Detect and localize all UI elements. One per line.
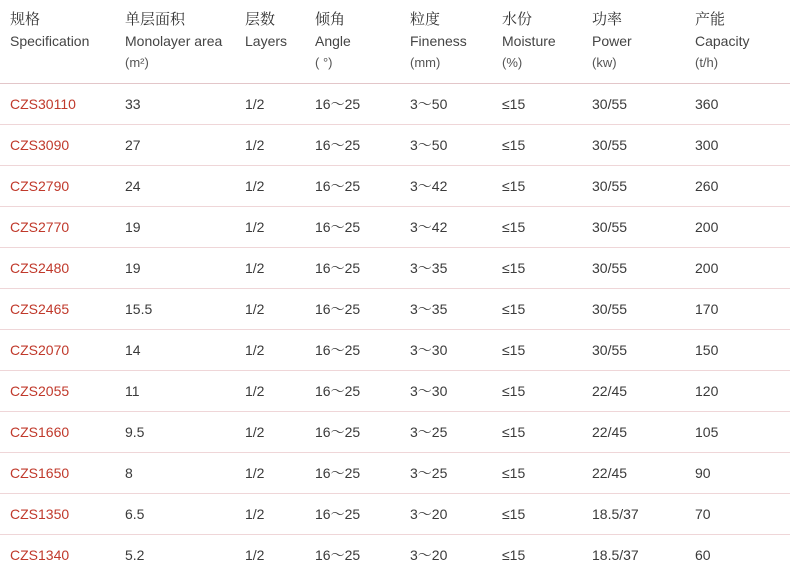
cell-value: ≤15 (492, 84, 582, 125)
table-header (0, 0, 790, 84)
column-header-2 (235, 0, 305, 84)
cell-specification: CZS2790 (0, 166, 115, 207)
cell-value: 360 (685, 84, 790, 125)
cell-value: 14 (115, 330, 235, 371)
cell-value: 1/2 (235, 289, 305, 330)
cell-value: 9.5 (115, 412, 235, 453)
cell-value: ≤15 (492, 330, 582, 371)
cell-value: 30/55 (582, 330, 685, 371)
cell-value: 3～30 (400, 330, 492, 371)
column-header-unit: (mm) (410, 54, 441, 70)
cell-value: 16～25 (305, 330, 400, 371)
column-header-unit: (%) (502, 54, 523, 70)
column-header-4 (400, 0, 492, 84)
column-header-5 (492, 0, 582, 84)
column-header-en: Layers (245, 33, 288, 50)
cell-value: 30/55 (582, 84, 685, 125)
cell-value: 16～25 (305, 412, 400, 453)
cell-value: 90 (685, 453, 790, 494)
cell-value: 16～25 (305, 371, 400, 412)
column-header-cn: 单层面积 (125, 10, 186, 28)
cell-value: ≤15 (492, 412, 582, 453)
cell-specification: CZS1660 (0, 412, 115, 453)
cell-value: 19 (115, 248, 235, 289)
cell-value: 1/2 (235, 248, 305, 289)
column-header-unit: (t/h) (695, 54, 719, 70)
cell-value: 3～35 (400, 289, 492, 330)
cell-value: 3～50 (400, 84, 492, 125)
column-header-cn: 水份 (502, 10, 533, 28)
cell-value: 3～20 (410, 547, 448, 564)
cell-value: 19 (115, 207, 235, 248)
cell-specification: CZS2055 (0, 371, 115, 412)
cell-value: 1/2 (235, 494, 305, 535)
column-header-en: Moisture (502, 33, 556, 50)
cell-specification: CZS1650 (0, 453, 115, 494)
column-header-3 (305, 0, 400, 84)
cell-value: 60 (695, 547, 711, 564)
cell-value: 30/55 (582, 207, 685, 248)
cell-value: 170 (685, 289, 790, 330)
cell-value: 16～25 (305, 125, 400, 166)
cell-value: 150 (685, 330, 790, 371)
cell-specification: CZS1350 (0, 494, 115, 535)
column-header-en: Specification (10, 33, 90, 50)
cell-value: 1/2 (245, 547, 265, 564)
cell-value: ≤15 (492, 453, 582, 494)
cell-value: 30/55 (582, 125, 685, 166)
cell-value: 70 (685, 494, 790, 535)
cell-value: 6.5 (115, 494, 235, 535)
cell-value: 1/2 (235, 412, 305, 453)
cell-value: 200 (685, 248, 790, 289)
header-row (0, 0, 790, 84)
column-header-en: Monolayer area (125, 33, 223, 50)
column-header-cn: 倾角 (315, 10, 346, 28)
cell-value: 1/2 (235, 166, 305, 207)
cell-value: 16～25 (305, 248, 400, 289)
column-header-1 (115, 0, 235, 84)
table-row (0, 453, 790, 494)
cell-specification: CZS2465 (0, 289, 115, 330)
table-row (0, 166, 790, 207)
cell-value: ≤15 (492, 166, 582, 207)
cell-value: 22/45 (582, 371, 685, 412)
cell-value: 1/2 (235, 84, 305, 125)
column-header-unit: (kw) (592, 54, 617, 70)
table-row (0, 248, 790, 289)
column-header-0 (0, 0, 115, 84)
cell-value: ≤15 (492, 289, 582, 330)
column-header-en: Angle (315, 33, 351, 50)
cell-specification: CZS2770 (0, 207, 115, 248)
cell-value: 1/2 (235, 125, 305, 166)
cell-value: 33 (115, 84, 235, 125)
cell-value: 22/45 (582, 412, 685, 453)
cell-value: 8 (115, 453, 235, 494)
cell-value: ≤15 (492, 207, 582, 248)
table-row (0, 412, 790, 453)
cell-value: ≤15 (502, 547, 526, 564)
column-header-en: Capacity (695, 33, 750, 50)
cell-value: 300 (685, 125, 790, 166)
table-row (0, 289, 790, 330)
cell-value: 3～42 (400, 166, 492, 207)
cell-value: 3～42 (400, 207, 492, 248)
cell-value: 16～25 (305, 453, 400, 494)
cell-value: 1/2 (235, 453, 305, 494)
table-row (0, 330, 790, 371)
cell-value: 120 (685, 371, 790, 412)
cell-value: 1/2 (235, 371, 305, 412)
cell-value: 3～50 (400, 125, 492, 166)
cell-value: 30/55 (582, 289, 685, 330)
cell-specification: CZS3090 (0, 125, 115, 166)
cell-value: 30/55 (582, 248, 685, 289)
cell-specification: CZS30110 (0, 84, 115, 125)
column-header-6 (582, 0, 685, 84)
column-header-cn: 功率 (592, 10, 623, 28)
column-header-7 (685, 0, 790, 84)
cell-specification: CZS2480 (0, 248, 115, 289)
cell-value: 105 (685, 412, 790, 453)
cell-value: ≤15 (492, 125, 582, 166)
cell-value: 200 (685, 207, 790, 248)
table-row (0, 125, 790, 166)
column-header-cn: 规格 (10, 10, 41, 28)
table-body (0, 84, 790, 576)
cell-value: 22/45 (582, 453, 685, 494)
cell-value: 260 (685, 166, 790, 207)
cell-value: 1/2 (235, 330, 305, 371)
column-header-en: Fineness (410, 33, 467, 50)
column-header-cn: 层数 (245, 10, 276, 28)
cell-value: 18.5/37 (582, 494, 685, 535)
cell-value: ≤15 (492, 494, 582, 535)
cell-value: 16～25 (305, 166, 400, 207)
column-header-unit: ( °) (315, 54, 333, 70)
cell-value: 15.5 (115, 289, 235, 330)
cell-value: 3～35 (400, 248, 492, 289)
cell-value: 3～25 (400, 453, 492, 494)
cell-value: 16～25 (305, 494, 400, 535)
table-row (0, 84, 790, 125)
cell-value: 3～30 (400, 371, 492, 412)
cell-value: 16～25 (305, 289, 400, 330)
cell-value: ≤15 (492, 248, 582, 289)
column-header-cn: 粒度 (410, 10, 441, 28)
cell-specification: CZS1340 (10, 547, 70, 564)
cell-value: 30/55 (582, 166, 685, 207)
cell-specification: CZS2070 (0, 330, 115, 371)
table-row (0, 207, 790, 248)
cell-value: 11 (115, 371, 235, 412)
table-row (0, 535, 790, 576)
cell-value: 1/2 (235, 207, 305, 248)
cell-value: 16～25 (305, 207, 400, 248)
table-row (0, 371, 790, 412)
column-header-en: Power (592, 33, 632, 50)
cell-value: 16～25 (315, 547, 361, 564)
column-header-unit: (m²) (125, 54, 149, 70)
cell-value: 18.5/37 (592, 547, 639, 564)
cell-value: 16～25 (305, 84, 400, 125)
cell-value: 24 (115, 166, 235, 207)
cell-value: 5.2 (125, 547, 145, 564)
cell-value: 3～25 (400, 412, 492, 453)
cell-value: 3～20 (400, 494, 492, 535)
cell-value: ≤15 (492, 371, 582, 412)
cell-value: 27 (115, 125, 235, 166)
table-row (0, 494, 790, 535)
column-header-cn: 产能 (695, 10, 726, 28)
